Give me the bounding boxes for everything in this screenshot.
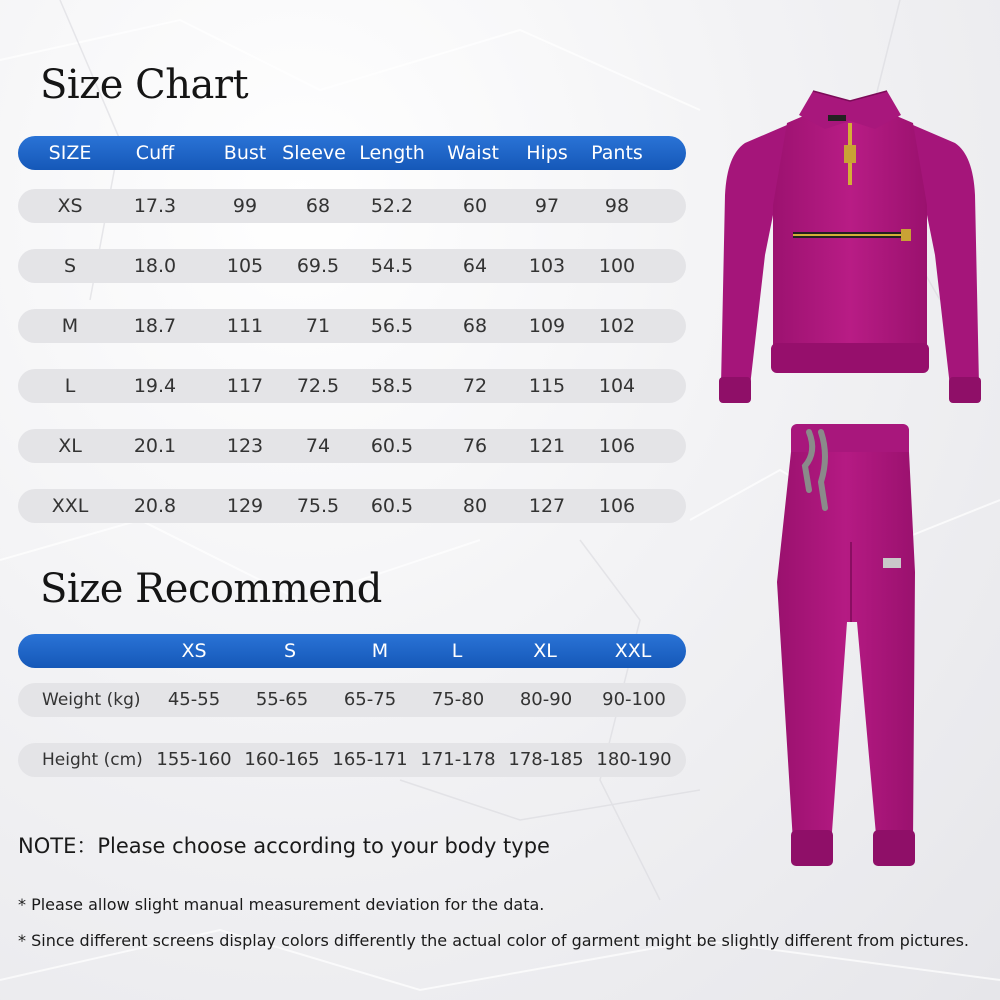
recommend-header-xxl: XXL [614,640,652,662]
table-row [18,309,686,343]
hips-cell: 97 [534,195,560,217]
length-cell: 60.5 [370,435,414,457]
jogger-pants-image [765,422,925,902]
waist-cell: 68 [462,315,488,337]
size-recommend-header-bar [18,634,686,668]
table-row [18,743,686,777]
length-cell: 52.2 [370,195,414,217]
length-cell: 56.5 [370,315,414,337]
height-cell: 155-160 [156,749,232,770]
hips-cell: 109 [528,315,566,337]
size-cell: XL [58,435,82,457]
size-chart-header-bar [18,136,686,170]
sleeve-cell: 74 [305,435,331,457]
weight-cell: 90-100 [602,689,666,710]
sleeve-cell: 69.5 [296,255,340,277]
sleeve-cell: 71 [305,315,331,337]
size-cell: S [63,255,77,277]
note-text: NOTE：Please choose according to your body type [18,834,550,858]
bust-cell: 105 [226,255,264,277]
length-cell: 54.5 [370,255,414,277]
weight-cell: 75-80 [431,689,485,710]
footnote-color: * Since different screens display colors differently the actual color of garment might be slightly different from pictures. [18,931,969,950]
weight-label: Weight (kg) [42,690,141,710]
hips-cell: 127 [528,495,566,517]
table-row [18,489,686,523]
height-cell: 160-165 [244,749,320,770]
table-row [18,189,686,223]
table-row [18,683,686,717]
size-cell: M [61,315,79,337]
recommend-header-l: L [451,640,463,662]
zip-pullover-top-image [715,85,985,415]
size-chart-header-cuff: Cuff [135,142,175,164]
cuff-cell: 18.0 [133,255,177,277]
height-cell: 165-171 [332,749,408,770]
weight-cell: 55-65 [255,689,309,710]
bust-cell: 111 [226,315,264,337]
waist-cell: 80 [462,495,488,517]
table-row [18,369,686,403]
hips-cell: 115 [528,375,566,397]
pants-cell: 104 [598,375,636,397]
size-chart-header-waist: Waist [447,142,499,164]
size-chart-header-sleeve: Sleeve [282,142,346,164]
sleeve-cell: 72.5 [296,375,340,397]
pants-cell: 106 [598,435,636,457]
size-cell: L [64,375,76,397]
recommend-header-m: M [371,640,389,662]
pants-cell: 98 [604,195,630,217]
pants-cell: 106 [598,495,636,517]
cuff-cell: 17.3 [133,195,177,217]
height-cell: 171-178 [420,749,496,770]
sleeve-cell: 75.5 [296,495,340,517]
weight-cell: 65-75 [343,689,397,710]
height-label: Height (cm) [42,750,143,770]
bust-cell: 117 [226,375,264,397]
waist-cell: 76 [462,435,488,457]
cuff-cell: 18.7 [133,315,177,337]
hips-cell: 103 [528,255,566,277]
pants-cell: 102 [598,315,636,337]
waist-cell: 60 [462,195,488,217]
bust-cell: 99 [232,195,258,217]
bust-cell: 129 [226,495,264,517]
table-row [18,249,686,283]
recommend-header-s: S [283,640,297,662]
length-cell: 60.5 [370,495,414,517]
length-cell: 58.5 [370,375,414,397]
size-cell: XXL [51,495,89,517]
height-cell: 180-190 [596,749,672,770]
size-chart-header-size: SIZE [48,142,92,164]
size-chart-header-pants: Pants [591,142,643,164]
size-chart-header-length: Length [359,142,425,164]
size-recommend-title: Size Recommend [40,566,382,612]
size-cell: XS [57,195,83,217]
waist-cell: 72 [462,375,488,397]
weight-cell: 80-90 [519,689,573,710]
cuff-cell: 20.1 [133,435,177,457]
cuff-cell: 20.8 [133,495,177,517]
waist-cell: 64 [462,255,488,277]
weight-cell: 45-55 [167,689,221,710]
sleeve-cell: 68 [305,195,331,217]
table-row [18,429,686,463]
recommend-header-xs: XS [181,640,207,662]
cuff-cell: 19.4 [133,375,177,397]
height-cell: 178-185 [508,749,584,770]
hips-cell: 121 [528,435,566,457]
footnote-measurement: * Please allow slight manual measurement deviation for the data. [18,895,545,914]
recommend-header-xl: XL [533,640,557,662]
size-chart-header-hips: Hips [526,142,568,164]
pants-cell: 100 [598,255,636,277]
size-chart-title: Size Chart [40,62,249,108]
size-chart-header-bust: Bust [223,142,267,164]
bust-cell: 123 [226,435,264,457]
